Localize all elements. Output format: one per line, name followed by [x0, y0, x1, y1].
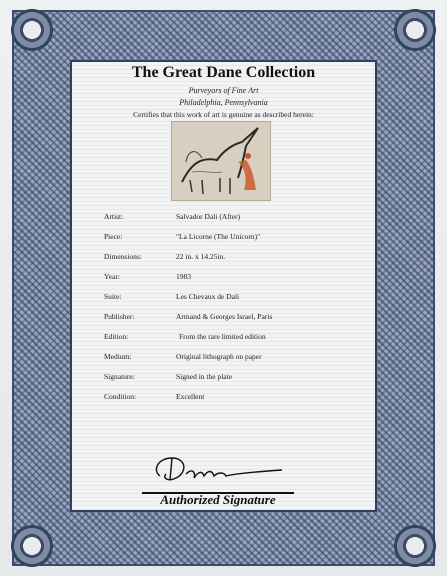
handwritten-signature [142, 450, 294, 490]
detail-row-artist [104, 212, 364, 223]
detail-label: Edition: [104, 332, 129, 341]
corner-ornament-top-right [391, 6, 439, 54]
detail-value: Armand & Georges Israel, Paris [176, 312, 273, 321]
detail-value: Signed in the plate [176, 372, 233, 381]
unicorn-artwork-image [172, 122, 270, 200]
detail-value: Salvador Dali (After) [176, 212, 241, 221]
detail-label: Year: [104, 272, 120, 281]
detail-label: Piece: [104, 232, 123, 241]
detail-row-signature [104, 372, 364, 383]
detail-value: 22 in. x 14.25in. [176, 252, 226, 261]
detail-label: Suite: [104, 292, 122, 301]
detail-value: Excellent [176, 392, 205, 401]
corner-ornament-bottom-left [8, 522, 56, 570]
detail-label: Artist: [104, 212, 124, 221]
artwork-thumbnail [172, 122, 270, 200]
detail-row-dimensions [104, 252, 364, 263]
signature-block [142, 450, 307, 508]
authorized-signature-label: Authorized Signature [160, 492, 276, 507]
corner-ornament-bottom-right [391, 522, 439, 570]
detail-row-piece [104, 232, 364, 243]
detail-row-suite [104, 292, 364, 303]
corner-ornament-top-left [8, 6, 56, 54]
detail-row-publisher [104, 312, 364, 323]
detail-row-edition [104, 332, 364, 343]
certificate-location: Philadelphia, Pennsylvania [179, 98, 268, 107]
detail-label: Publisher: [104, 312, 135, 321]
certificate-subtitle: Purveyors of Fine Art [188, 86, 259, 95]
certificate-title: The Great Dane Collection [131, 64, 316, 81]
detail-row-medium [104, 352, 364, 363]
detail-label: Signature: [104, 372, 135, 381]
certifies-statement: Certifies that this work of art is genuine as described herein: [133, 110, 314, 119]
detail-row-condition [104, 392, 364, 403]
detail-label: Medium: [104, 352, 132, 361]
detail-value: 1983 [176, 272, 191, 281]
detail-row-year [104, 272, 364, 283]
certificate-body [72, 62, 375, 510]
detail-value: From the rare limited edition [179, 332, 266, 341]
detail-value: Les Chevaux de Dali [176, 292, 240, 301]
detail-label: Dimensions: [104, 252, 142, 261]
detail-value: "La Licorne (The Unicorn)" [176, 232, 261, 241]
detail-value: Original lithograph on paper [176, 352, 262, 361]
detail-label: Condition: [104, 392, 137, 401]
